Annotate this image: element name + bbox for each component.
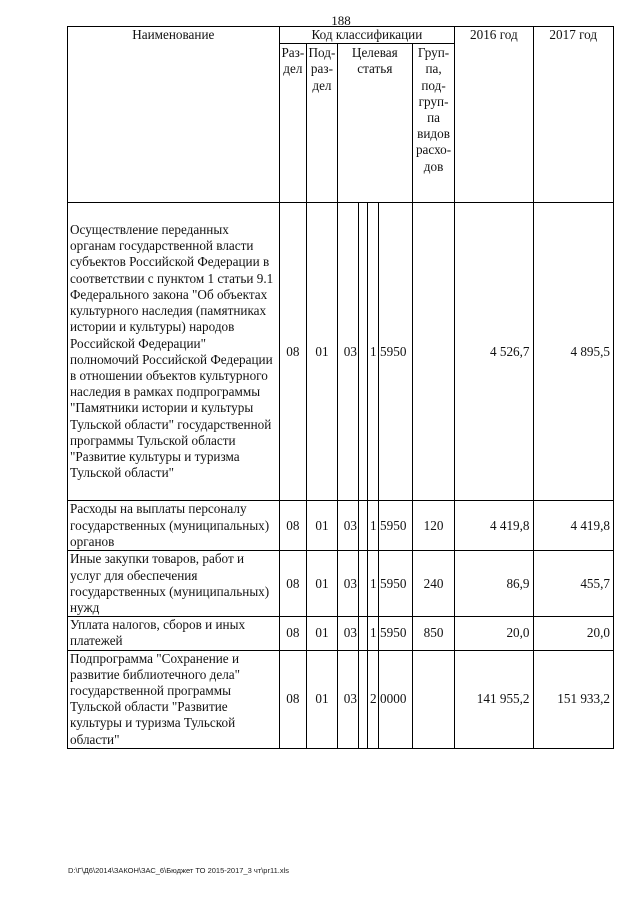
row-2017: 4 895,5	[533, 203, 613, 501]
row-ts4: 5950	[379, 617, 413, 650]
row-name: Расходы на выплаты персоналу государственных (муниципальных) органов	[68, 501, 280, 551]
row-podrazdel: 01	[307, 650, 338, 748]
row-ts4: 5950	[379, 501, 413, 551]
header-group: Груп- па, под- груп- па видов расхо- дов	[412, 44, 454, 203]
row-name: Иные закупки товаров, работ и услуг для обеспечения государственных (муниципальных) нужд	[68, 551, 280, 617]
file-path-footer: D:\Г\Д6\2014\ЗАКОН\ЗАС_6\Бюджет ТО 2015-2017_3 чт\pr11.xls	[68, 866, 289, 875]
row-razdel: 08	[279, 203, 307, 501]
row-group: 120	[412, 501, 454, 551]
row-podrazdel: 01	[307, 551, 338, 617]
table-row	[68, 203, 614, 501]
table-row	[68, 551, 614, 617]
row-razdel: 08	[279, 617, 307, 650]
row-ts3: 1	[368, 203, 379, 501]
row-group: 850	[412, 617, 454, 650]
row-razdel: 08	[279, 551, 307, 617]
header-name: Наименование	[68, 27, 280, 203]
header-code: Код классификации	[279, 27, 455, 44]
row-ts1: 03	[337, 617, 358, 650]
page-number: 188	[331, 13, 351, 28]
row-2016: 20,0	[455, 617, 533, 650]
row-ts3: 1	[368, 501, 379, 551]
header-section: Раз- дел	[279, 44, 307, 203]
row-2016: 86,9	[455, 551, 533, 617]
budget-table	[67, 26, 614, 749]
row-name: Уплата налогов, сборов и иных платежей	[68, 617, 280, 650]
header-2017: 2017 год	[533, 27, 613, 203]
row-2016: 4 419,8	[455, 501, 533, 551]
row-ts1: 03	[337, 551, 358, 617]
header-row-top	[68, 27, 614, 44]
row-ts4: 5950	[379, 551, 413, 617]
row-2017: 151 933,2	[533, 650, 613, 748]
row-razdel: 08	[279, 650, 307, 748]
row-podrazdel: 01	[307, 501, 338, 551]
row-name: Подпрограмма "Сохранение и развитие библиотечного дела" государственной программы Тульской области "Развитие культуры и туризма Тульской области"	[68, 650, 280, 748]
row-ts3: 1	[368, 551, 379, 617]
header-target: Целевая статья	[337, 44, 412, 203]
row-ts2	[358, 551, 368, 617]
row-ts2	[358, 617, 368, 650]
row-podrazdel: 01	[307, 617, 338, 650]
header-subsection: Под- раз- дел	[307, 44, 338, 203]
row-2017: 4 419,8	[533, 501, 613, 551]
row-ts1: 03	[337, 501, 358, 551]
row-ts2	[358, 501, 368, 551]
row-ts2	[358, 650, 368, 748]
table-row	[68, 617, 614, 650]
row-2017: 20,0	[533, 617, 613, 650]
row-ts1: 03	[337, 203, 358, 501]
row-2017: 455,7	[533, 551, 613, 617]
row-ts4: 0000	[379, 650, 413, 748]
row-ts2	[358, 203, 368, 501]
row-ts4: 5950	[379, 203, 413, 501]
row-group	[412, 650, 454, 748]
row-ts3: 1	[368, 617, 379, 650]
row-ts3: 2	[368, 650, 379, 748]
row-name: Осуществление переданных органам государственной власти субъектов Российской Федерации в соответствии с пунктом 1 статьи 9.1 Федерального закона "Об объектах культурного наследия (памятниках истории и культуры) народов Российской Федерации" полномочий Российской Федерации в отношении объектов культурного наследия в рамках подпрограммы "Памятники истории и культуры Тульской области" государственной программы Тульской области "Развитие культуры и туризма Тульской области"	[68, 203, 280, 501]
row-razdel: 08	[279, 501, 307, 551]
row-2016: 4 526,7	[455, 203, 533, 501]
row-2016: 141 955,2	[455, 650, 533, 748]
table-row	[68, 501, 614, 551]
table-row	[68, 650, 614, 748]
row-group	[412, 203, 454, 501]
header-2016: 2016 год	[455, 27, 533, 203]
row-ts1: 03	[337, 650, 358, 748]
row-podrazdel: 01	[307, 203, 338, 501]
row-group: 240	[412, 551, 454, 617]
